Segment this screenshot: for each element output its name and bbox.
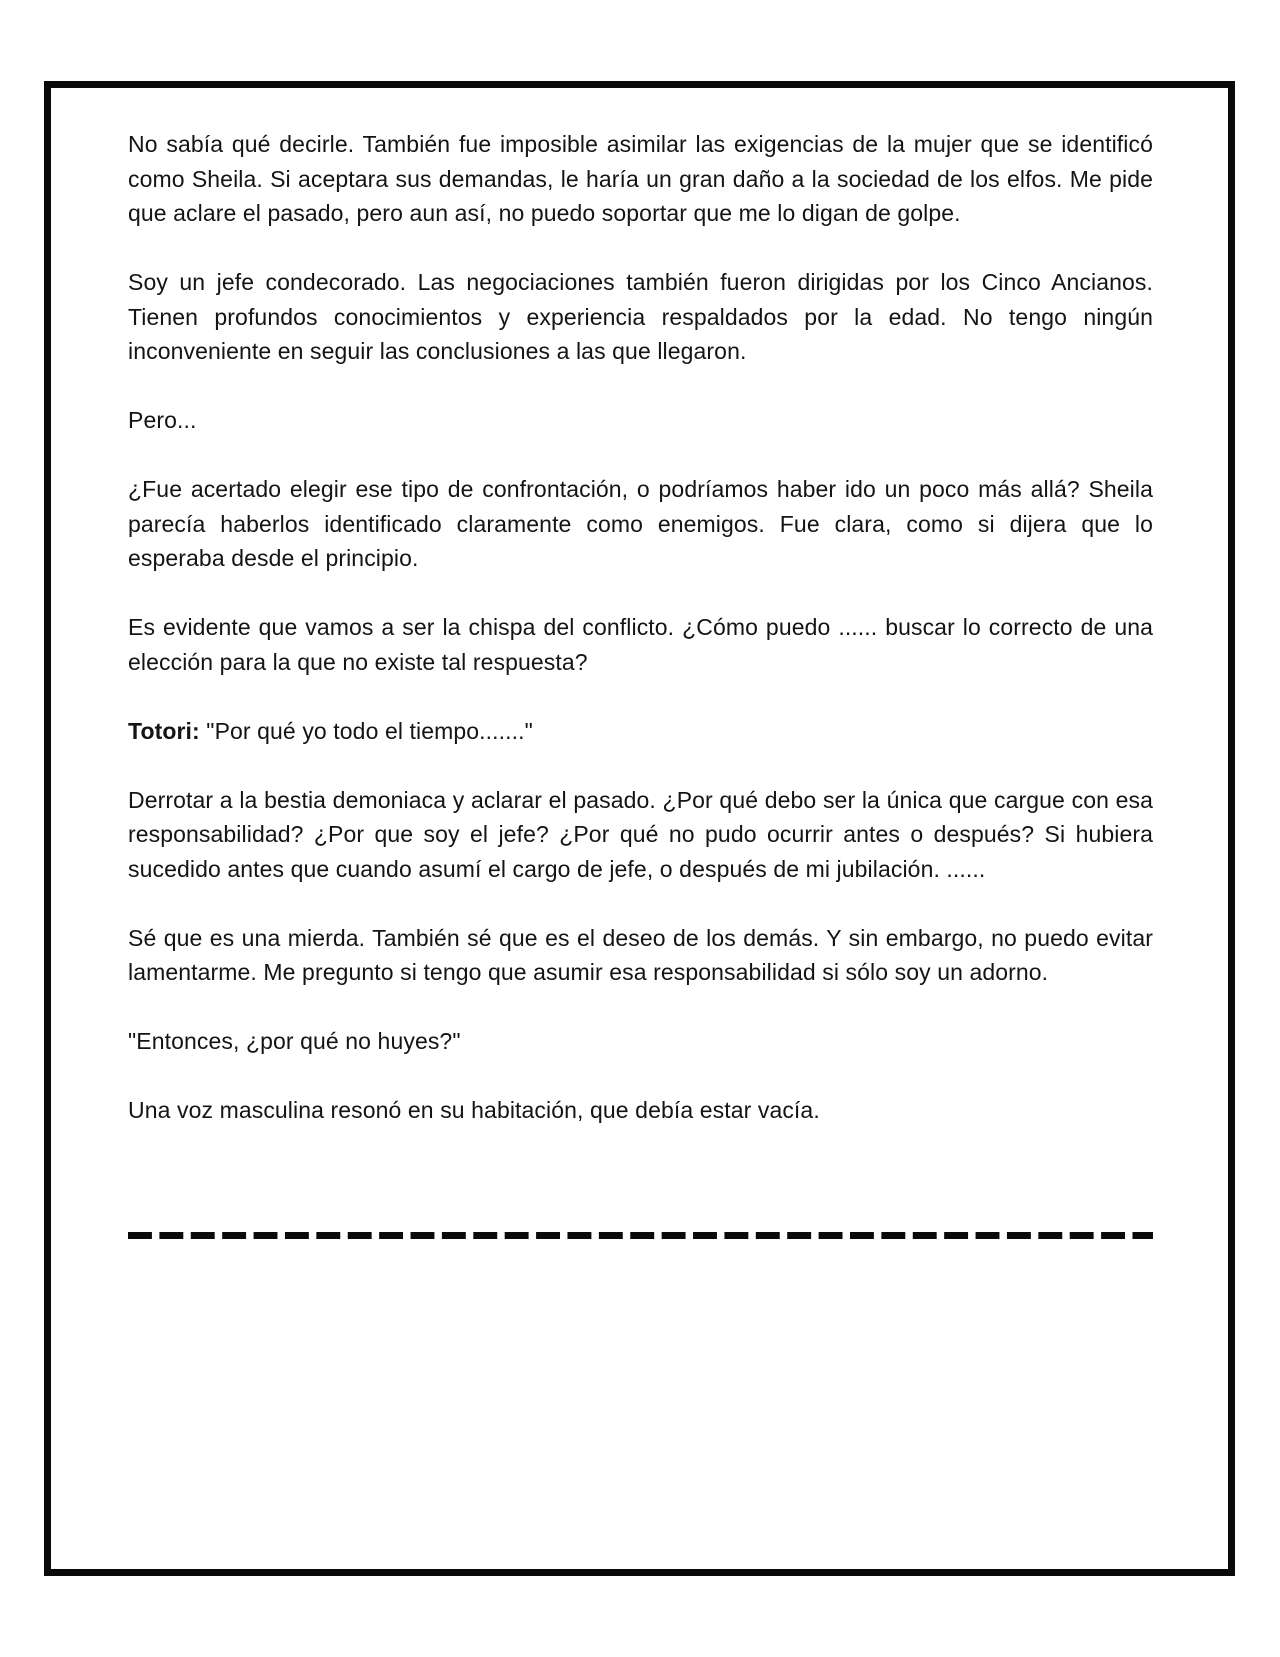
paragraph-9: Una voz masculina resonó en su habitación, que debía estar vacía.	[128, 1097, 820, 1123]
dialogue-text: "Por qué yo todo el tiempo......."	[199, 717, 533, 744]
paragraph-6: Derrotar a la bestia demoniaca y aclarar el pasado. ¿Por qué debo ser la única que cargue con esa responsabilidad? ¿Por que soy el jefe? ¿Por qué no pudo ocurrir antes o después? Si hubiera sucedido antes que cuando asumí el cargo de jefe, o después de mi jubilación. ......	[128, 786, 1153, 882]
paragraph-7: Sé que es una mierda. También sé que es el deseo de los demás. Y sin embargo, no puedo evitar lamentarme. Me pregunto si tengo que asumir esa responsabilidad si sólo soy un adorno.	[128, 924, 1153, 985]
paragraph-8: "Entonces, ¿por qué no huyes?"	[128, 1028, 461, 1054]
paragraph-5: Es evidente que vamos a ser la chispa del conflicto. ¿Cómo puedo ...... buscar lo correcto de una elección para la que no existe tal respuesta?	[128, 614, 1153, 675]
dashed-divider	[128, 1232, 1153, 1239]
dialogue-line	[128, 714, 1153, 749]
document-body	[128, 127, 1153, 1162]
paragraph-4: ¿Fue acertado elegir ese tipo de confrontación, o podríamos haber ido un poco más allá? Sheila parecía haberlos identificado claramente como enemigos. Fue clara, como si dijera que lo esperaba desde el principio.	[128, 476, 1153, 571]
speaker-name: Totori:	[128, 717, 200, 744]
paragraph-3: Pero...	[128, 407, 197, 433]
paragraph-2: Soy un jefe condecorado. Las negociaciones también fueron dirigidas por los Cinco Ancianos. Tienen profundos conocimientos y experiencia respaldados por la edad. No tengo ningún inconveniente en seguir las conclusiones a las que llegaron.	[128, 269, 1153, 364]
paragraph-1: No sabía qué decirle. También fue imposible asimilar las exigencias de la mujer que se identificó como Sheila. Si aceptara sus demandas, le haría un gran daño a la sociedad de los elfos. Me pide que aclare el pasado, pero aun así, no puedo soportar que me lo digan de golpe.	[128, 131, 1153, 226]
